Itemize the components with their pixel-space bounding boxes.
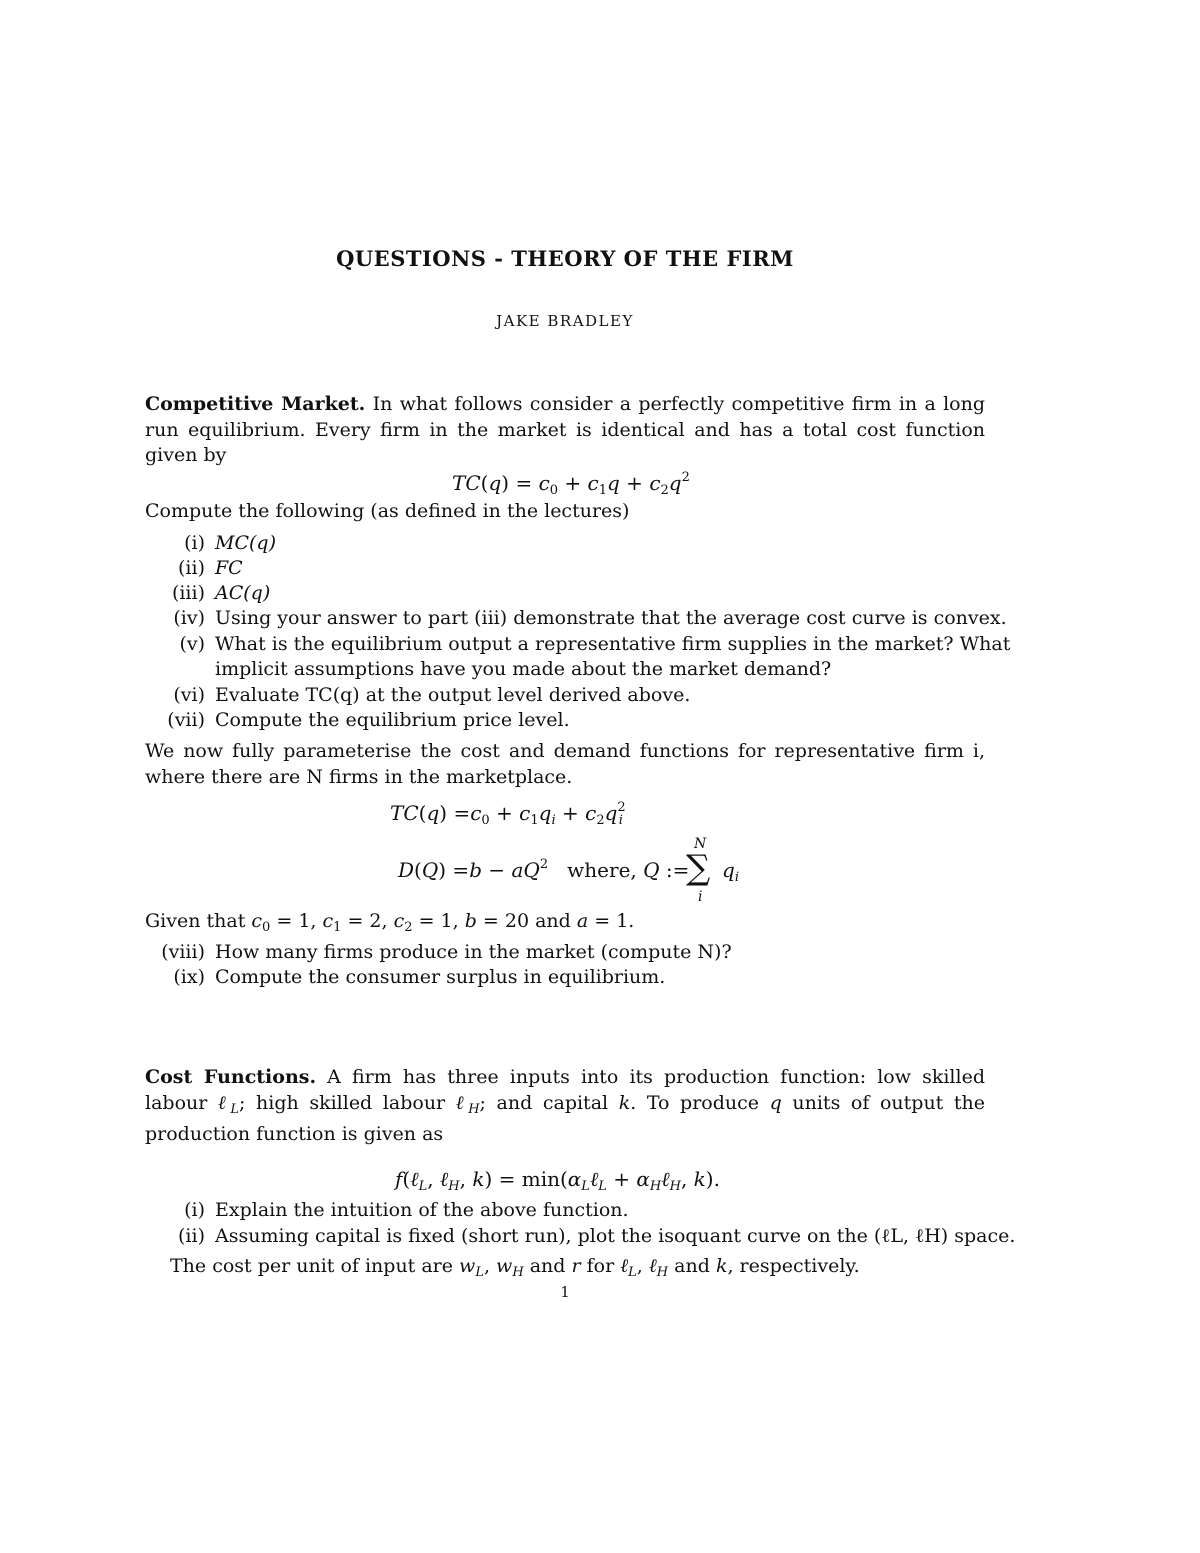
item-text: Compute the consumer surplus in equilibrium. xyxy=(215,966,666,988)
item-number: (vii) xyxy=(167,709,205,731)
equation-total-cost: $TC(q) = c_0 + c_1q + c_2q^2$ xyxy=(452,470,690,498)
item-text: How many firms produce in the market (compute N)? xyxy=(215,941,732,963)
sum-upper-limit: N xyxy=(694,836,707,852)
item-text: AC(q) xyxy=(215,582,271,604)
item-text: Using your answer to part (iii) demonstrate that the average cost curve is convex. xyxy=(215,607,1007,629)
item-number: (iii) xyxy=(171,582,205,604)
compute-intro: Compute the following (as defined in the lectures) xyxy=(145,500,630,522)
sum-lower-limit: i xyxy=(698,889,703,905)
author-name: JAKE BRADLEY xyxy=(496,312,634,330)
sum-term: $q_i$ xyxy=(722,858,739,885)
section-competitive-market-intro xyxy=(145,392,985,469)
item-text: implicit assumptions have you made about the market demand? xyxy=(215,658,832,680)
section-cost-functions-intro: Cost Functions. A firm has three inputs into its production function: low skilled labour ℓ$_L$; high skilled labour ℓ$_H$; and capital k. To produce q units of output the production function is given as xyxy=(145,1066,986,1145)
equation-demand: $D(Q) =b - aQ^2$ where, Q := xyxy=(398,857,690,882)
item-number: (viii) xyxy=(161,941,205,963)
section-heading: Cost Functions. xyxy=(145,1066,317,1088)
item-number: (i) xyxy=(184,532,205,554)
equation-total-cost-firm: $TC(q) =c_0 + c_1q_i + c_2q^2_i$ xyxy=(390,800,626,828)
item-text: MC(q) xyxy=(215,532,276,554)
item-text: Compute the equilibrium price level. xyxy=(215,709,570,731)
item-number: (v) xyxy=(179,633,205,655)
item-text: What is the equilibrium output a representative firm supplies in the market? What xyxy=(215,633,1011,655)
item-number: (iv) xyxy=(173,607,205,629)
item-number: (ix) xyxy=(173,966,205,988)
page-number: 1 xyxy=(560,1283,570,1301)
summation-symbol: ∑ xyxy=(686,848,711,888)
item-number: (vi) xyxy=(173,684,205,706)
item-text: FC xyxy=(215,557,243,579)
section-heading: Competitive Market. xyxy=(145,393,366,415)
item-text: Explain the intuition of the above function. xyxy=(215,1199,629,1221)
document-title: QUESTIONS - THEORY OF THE FIRM xyxy=(336,246,794,271)
item-number: (ii) xyxy=(178,557,205,579)
equation-production-function: f(ℓ$_L$, ℓ$_H$, $k) = \min(\alpha_L\ell_L$ + $\alpha_H\ell_H$, k). xyxy=(395,1167,720,1194)
cost-per-unit-text: The cost per unit of input are $w_L$, $w_H$ and r for ℓ$_L$, ℓ$_H$ and k, respectively. xyxy=(170,1255,860,1280)
parameterise-text: We now fully parameterise the cost and demand functions for representative firm i, where there are N firms in the marketplace. xyxy=(145,740,985,788)
item-text: Assuming capital is fixed (short run), plot the isoquant curve on the (ℓL, ℓH) space. xyxy=(215,1225,1016,1247)
item-number: (i) xyxy=(184,1199,205,1221)
item-text: Evaluate TC(q) at the output level derived above. xyxy=(215,684,691,706)
given-values: Given that $c_0 = 1$, $c_1 = 2$, $c_2 = 1$, b = 20 and a = 1. xyxy=(145,910,635,935)
intro-text: In what follows consider a perfectly competitive firm in a long run equilibrium. Every firm in the market is identical and has a total cost function given by xyxy=(145,393,985,466)
item-number: (ii) xyxy=(178,1225,205,1247)
